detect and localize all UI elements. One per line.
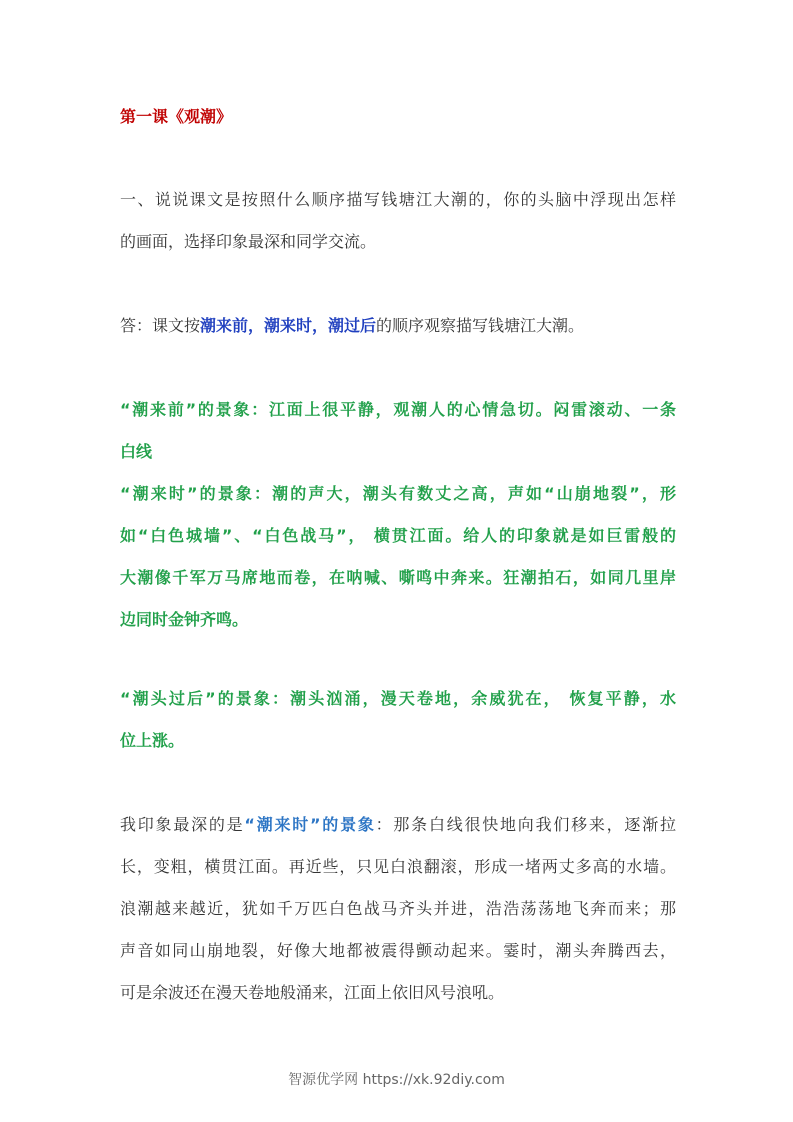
lesson-title: 第一课《观潮》: [120, 107, 233, 126]
before-line: “潮来前”的景象：江面上很平静，观潮人的心情急切。闷雷滚动、一条: [120, 400, 676, 419]
question-paragraph: [120, 179, 676, 263]
during-line: 大潮像千军万马席地而卷，在呐喊、嘶鸣中奔来。狂潮拍石，如同几里岸: [120, 568, 676, 587]
impression-emphasis: “潮来时”的景象: [244, 815, 376, 834]
during-paragraph: [120, 473, 676, 641]
impression-line: 长，变粗，横贯江面。再近些，只见白浪翻滚，形成一堵两丈多高的水墙。: [120, 857, 676, 876]
question-line: 的画面，选择印象最深和同学交流。: [120, 232, 377, 251]
impression-line: 浪潮越来越近，犹如千万匹白色战马齐头并进，浩浩荡荡地飞奔而来；那: [120, 899, 676, 918]
impression-line: 可是余波还在漫天卷地般涌来，江面上依旧风号浪吼。: [120, 983, 505, 1002]
after-paragraph: [120, 678, 676, 762]
before-paragraph: [120, 389, 676, 473]
impression-line: [120, 804, 676, 846]
answer-line: [120, 305, 676, 347]
footer-watermark: 智源优学网 https://xk.92diy.com: [288, 1072, 505, 1088]
before-line: 白线: [120, 442, 153, 461]
after-line: 位上涨。: [120, 731, 185, 750]
answer-prefix: 答：课文按: [120, 316, 201, 335]
answer-suffix: 的顺序观察描写钱塘江大潮。: [376, 316, 585, 335]
during-line: 如“白色城墙”、“白色战马”， 横贯江面。给人的印象就是如巨雷般的: [120, 526, 676, 545]
question-line: 一、说说课文是按照什么顺序描写钱塘江大潮的，你的头脑中浮现出怎样: [120, 190, 676, 209]
during-line: “潮来时”的景象：潮的声大，潮头有数丈之高，声如“山崩地裂”，形: [120, 484, 676, 503]
answer-paragraph: [120, 305, 676, 347]
after-line: “潮头过后”的景象：潮头汹涌，漫天卷地，余威犹在， 恢复平静，水: [120, 689, 676, 708]
answer-emphasis: 潮来前，潮来时，潮过后: [200, 316, 377, 335]
impression-prefix: 我印象最深的是: [120, 815, 245, 834]
during-line: 边同时金钟齐鸣。: [120, 610, 249, 629]
impression-first-rest: ：那条白线很快地向我们移来，逐渐拉: [375, 815, 676, 834]
impression-line: 声音如同山崩地裂，好像大地都被震得颤动起来。霎时，潮头奔腾西去，: [120, 941, 676, 960]
impression-paragraph: [120, 804, 676, 1014]
